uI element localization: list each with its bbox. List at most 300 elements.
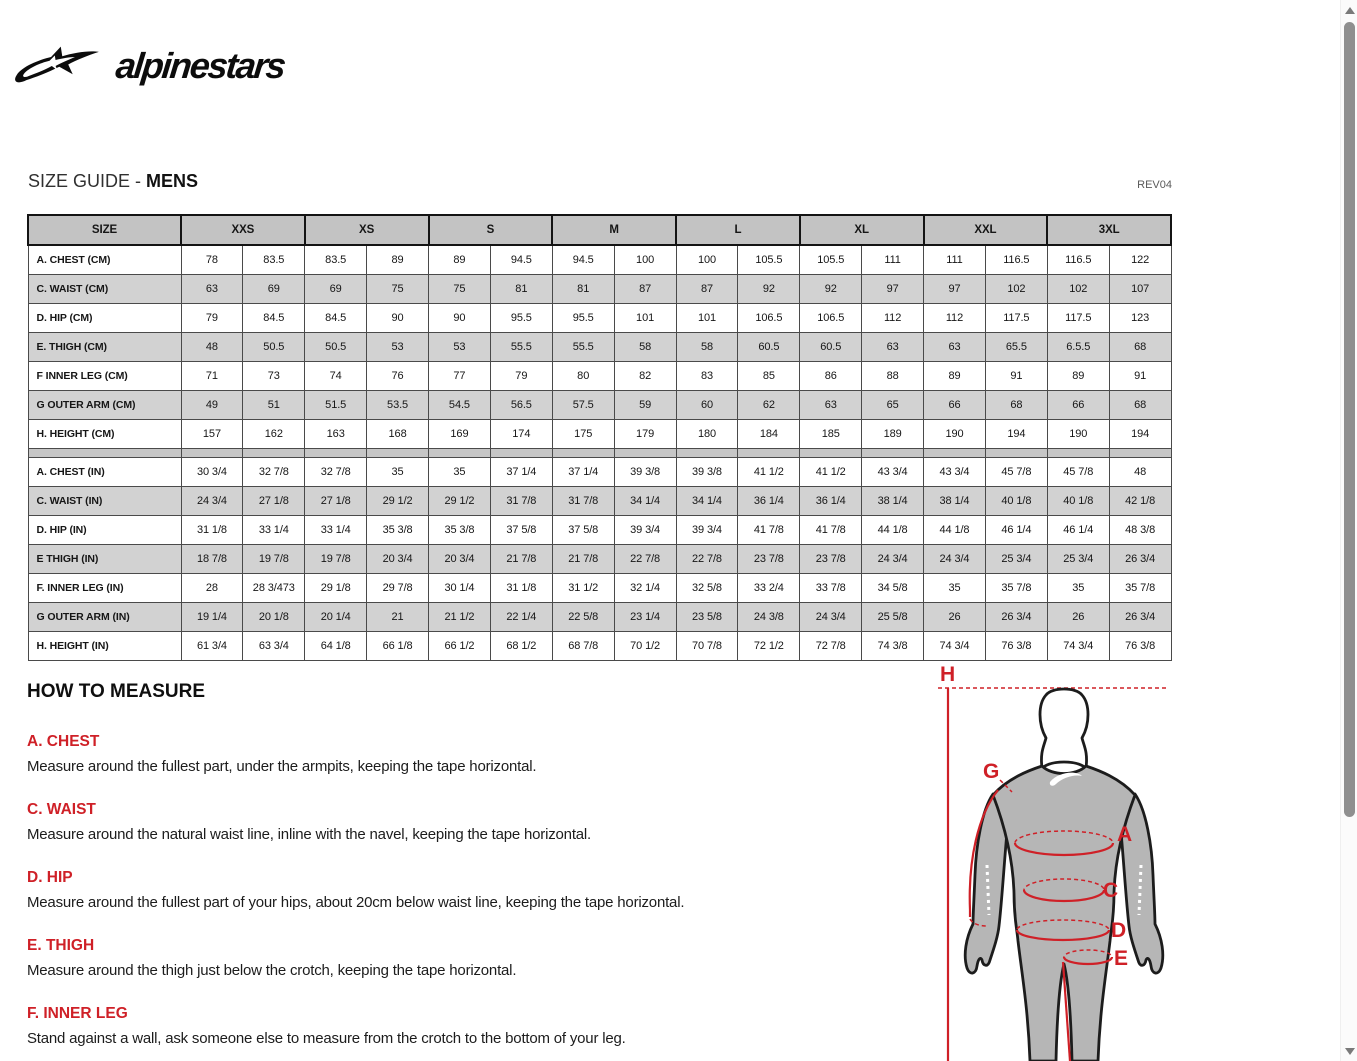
table-row [28,419,1171,448]
table-cell: 63 3/4 [243,631,305,660]
table-cell: 19 7/8 [243,544,305,573]
table-cell: 78 [181,245,243,274]
table-cell: 55.5 [552,332,614,361]
howto-text: Stand against a wall, ask someone else to measure from the crotch to the bottom of your leg. [27,1030,626,1047]
table-cell: 59 [614,390,676,419]
row-label: C. WAIST (IN) [28,486,181,515]
table-cell: 185 [800,419,862,448]
table-cell: 25 5/8 [862,602,924,631]
table-cell: 68 1/2 [490,631,552,660]
size-table-body [28,245,1171,660]
separator-cell [862,448,924,457]
table-cell: 35 [367,457,429,486]
table-cell: 21 7/8 [552,544,614,573]
table-cell: 42 1/8 [1109,486,1171,515]
separator-cell [985,448,1047,457]
table-cell: 190 [1047,419,1109,448]
row-label: F INNER LEG (CM) [28,361,181,390]
table-cell: 68 [1109,390,1171,419]
table-cell: 32 7/8 [305,457,367,486]
size-group-header: XL [800,215,924,245]
table-cell: 43 3/4 [862,457,924,486]
howto-item [27,733,927,778]
logo-wordmark: alpinestars [113,45,287,86]
table-cell: 74 3/8 [862,631,924,660]
howto-list [27,733,927,1050]
table-cell: 23 7/8 [800,544,862,573]
table-cell: 81 [490,274,552,303]
table-cell: 51.5 [305,390,367,419]
table-cell: 194 [1109,419,1171,448]
table-cell: 105.5 [800,245,862,274]
howto-heading: E. THIGH [27,937,95,954]
table-cell: 35 3/8 [429,515,491,544]
table-cell: 41 1/2 [738,457,800,486]
table-cell: 106.5 [800,303,862,332]
table-cell: 41 7/8 [800,515,862,544]
table-row [28,602,1171,631]
figure-head [1040,689,1088,768]
table-cell: 33 7/8 [800,573,862,602]
table-cell: 30 1/4 [429,573,491,602]
table-cell: 35 [924,573,986,602]
scrollbar-thumb[interactable] [1344,22,1355,817]
table-cell: 18 7/8 [181,544,243,573]
table-cell: 60 [676,390,738,419]
table-cell: 72 1/2 [738,631,800,660]
alpinestars-logo [10,34,287,98]
table-cell: 162 [243,419,305,448]
separator-cell [614,448,676,457]
table-row [28,486,1171,515]
table-cell: 72 7/8 [800,631,862,660]
row-label: G OUTER ARM (CM) [28,390,181,419]
table-cell: 49 [181,390,243,419]
table-cell: 85 [738,361,800,390]
table-cell: 20 1/8 [243,602,305,631]
table-cell: 74 3/4 [1047,631,1109,660]
table-cell: 89 [924,361,986,390]
table-cell: 22 1/4 [490,602,552,631]
table-cell: 20 1/4 [305,602,367,631]
table-cell: 56.5 [490,390,552,419]
table-cell: 31 7/8 [552,486,614,515]
table-cell: 106.5 [738,303,800,332]
table-cell: 116.5 [1047,245,1109,274]
table-cell: 27 1/8 [243,486,305,515]
table-cell: 60.5 [738,332,800,361]
scroll-down-arrow-icon[interactable] [1345,1048,1355,1055]
table-cell: 58 [614,332,676,361]
table-cell: 69 [243,274,305,303]
table-cell: 94.5 [552,245,614,274]
separator-cell [1047,448,1109,457]
size-group-header: 3XL [1047,215,1171,245]
table-cell: 31 1/8 [490,573,552,602]
table-cell: 28 3/473 [243,573,305,602]
table-cell: 84.5 [243,303,305,332]
separator-cell [181,448,243,457]
table-cell: 169 [429,419,491,448]
table-cell: 60.5 [800,332,862,361]
table-cell: 26 3/4 [985,602,1047,631]
table-cell: 58 [676,332,738,361]
table-cell: 37 5/8 [552,515,614,544]
table-cell: 20 3/4 [367,544,429,573]
table-cell: 184 [738,419,800,448]
table-row [28,631,1171,660]
table-cell: 48 3/8 [1109,515,1171,544]
table-cell: 31 1/2 [552,573,614,602]
table-cell: 50.5 [305,332,367,361]
table-cell: 23 5/8 [676,602,738,631]
separator-cell [738,448,800,457]
row-label: A. CHEST (IN) [28,457,181,486]
table-cell: 89 [429,245,491,274]
table-cell: 68 7/8 [552,631,614,660]
table-cell: 31 7/8 [490,486,552,515]
table-row [28,332,1171,361]
table-cell: 116.5 [985,245,1047,274]
table-cell: 38 1/4 [924,486,986,515]
row-label: H. HEIGHT (CM) [28,419,181,448]
table-row [28,573,1171,602]
table-cell: 35 [1047,573,1109,602]
howto-text: Measure around the fullest part of your hips, about 20cm below waist line, keeping the tape horizontal. [27,894,685,911]
page-title-emphasis: MENS [146,171,199,191]
row-label: C. WAIST (CM) [28,274,181,303]
table-cell: 83.5 [243,245,305,274]
table-cell: 117.5 [1047,303,1109,332]
table-cell: 45 7/8 [985,457,1047,486]
howto-item [27,1005,927,1050]
table-cell: 22 5/8 [552,602,614,631]
separator-cell [367,448,429,457]
diagram-label-chest: A [1117,823,1133,846]
table-cell: 21 1/2 [429,602,491,631]
table-cell: 46 1/4 [1047,515,1109,544]
table-cell: 63 [924,332,986,361]
table-cell: 174 [490,419,552,448]
row-label: H. HEIGHT (IN) [28,631,181,660]
table-row [28,274,1171,303]
table-cell: 19 7/8 [305,544,367,573]
table-cell: 26 [924,602,986,631]
table-cell: 39 3/4 [614,515,676,544]
table-cell: 28 [181,573,243,602]
table-row [28,303,1171,332]
table-cell: 29 1/8 [305,573,367,602]
table-cell: 71 [181,361,243,390]
table-cell: 45 7/8 [1047,457,1109,486]
table-cell: 39 3/4 [676,515,738,544]
diagram-label-outer-arm: G [983,760,1000,783]
table-cell: 41 1/2 [800,457,862,486]
table-cell: 27 1/8 [305,486,367,515]
table-cell: 83 [676,361,738,390]
table-cell: 194 [985,419,1047,448]
diagram-label-waist: C [1103,879,1119,902]
table-cell: 34 1/4 [614,486,676,515]
size-chart-table [27,214,1172,661]
row-label: D. HIP (IN) [28,515,181,544]
table-cell: 63 [800,390,862,419]
table-cell: 53 [367,332,429,361]
table-cell: 32 7/8 [243,457,305,486]
table-cell: 40 1/8 [1047,486,1109,515]
table-cell: 87 [614,274,676,303]
row-label: G OUTER ARM (IN) [28,602,181,631]
table-cell: 39 3/8 [614,457,676,486]
table-cell: 90 [367,303,429,332]
table-cell: 74 3/4 [924,631,986,660]
table-cell: 101 [676,303,738,332]
size-group-header: XXS [181,215,305,245]
table-cell: 84.5 [305,303,367,332]
table-cell: 30 3/4 [181,457,243,486]
table-cell: 89 [367,245,429,274]
table-cell: 63 [862,332,924,361]
table-cell: 20 3/4 [429,544,491,573]
table-row [28,390,1171,419]
diagram-label-thigh: E [1114,947,1129,970]
table-cell: 66 1/2 [429,631,491,660]
table-cell: 29 1/2 [367,486,429,515]
table-cell: 61 3/4 [181,631,243,660]
table-cell: 32 5/8 [676,573,738,602]
separator-row [28,448,1171,457]
table-cell: 36 1/4 [738,486,800,515]
table-cell: 111 [862,245,924,274]
size-group-header: S [429,215,553,245]
table-cell: 22 7/8 [676,544,738,573]
table-cell: 80 [552,361,614,390]
table-cell: 79 [181,303,243,332]
table-cell: 25 3/4 [1047,544,1109,573]
table-cell: 69 [305,274,367,303]
table-cell: 40 1/8 [985,486,1047,515]
table-cell: 66 [1047,390,1109,419]
table-cell: 95.5 [552,303,614,332]
diagram-label-height: H [940,663,956,686]
separator-cell [552,448,614,457]
scroll-up-arrow-icon[interactable] [1345,7,1355,14]
page-title-prefix: SIZE GUIDE - [28,171,142,191]
separator-cell [676,448,738,457]
separator-cell [429,448,491,457]
table-cell: 35 7/8 [985,573,1047,602]
table-cell: 76 3/8 [985,631,1047,660]
table-cell: 32 1/4 [614,573,676,602]
table-cell: 34 1/4 [676,486,738,515]
table-cell: 90 [429,303,491,332]
table-cell: 83.5 [305,245,367,274]
table-cell: 24 3/4 [800,602,862,631]
row-label: A. CHEST (CM) [28,245,181,274]
table-cell: 175 [552,419,614,448]
table-cell: 24 3/4 [924,544,986,573]
table-cell: 65.5 [985,332,1047,361]
table-cell: 102 [1047,274,1109,303]
table-cell: 91 [985,361,1047,390]
table-cell: 38 1/4 [862,486,924,515]
table-cell: 179 [614,419,676,448]
table-cell: 86 [800,361,862,390]
table-cell: 41 7/8 [738,515,800,544]
table-cell: 101 [614,303,676,332]
table-cell: 48 [1109,457,1171,486]
table-cell: 37 1/4 [552,457,614,486]
table-cell: 64 1/8 [305,631,367,660]
row-label: E. THIGH (CM) [28,332,181,361]
table-cell: 26 [1047,602,1109,631]
table-row [28,544,1171,573]
table-cell: 92 [800,274,862,303]
how-to-measure-title: HOW TO MEASURE [27,681,206,702]
table-cell: 79 [490,361,552,390]
table-cell: 100 [614,245,676,274]
table-cell: 102 [985,274,1047,303]
table-cell: 22 7/8 [614,544,676,573]
table-cell: 44 1/8 [862,515,924,544]
table-cell: 105.5 [738,245,800,274]
separator-cell [243,448,305,457]
table-cell: 112 [924,303,986,332]
row-label: F. INNER LEG (IN) [28,573,181,602]
table-cell: 70 1/2 [614,631,676,660]
table-cell: 112 [862,303,924,332]
table-cell: 157 [181,419,243,448]
separator-cell [1109,448,1171,457]
separator-cell [490,448,552,457]
table-cell: 53.5 [367,390,429,419]
table-cell: 189 [862,419,924,448]
table-cell: 190 [924,419,986,448]
alpinestars-star-icon [10,34,122,98]
table-cell: 31 1/8 [181,515,243,544]
table-row [28,361,1171,390]
separator-cell [28,448,181,457]
table-cell: 37 5/8 [490,515,552,544]
table-cell: 66 [924,390,986,419]
figure-torso-legs [993,766,1135,1061]
table-cell: 117.5 [985,303,1047,332]
table-cell: 46 1/4 [985,515,1047,544]
table-cell: 23 1/4 [614,602,676,631]
row-label: E THIGH (IN) [28,544,181,573]
table-cell: 63 [181,274,243,303]
table-cell: 29 1/2 [429,486,491,515]
table-cell: 97 [862,274,924,303]
separator-cell [305,448,367,457]
table-cell: 33 1/4 [305,515,367,544]
table-cell: 100 [676,245,738,274]
table-cell: 43 3/4 [924,457,986,486]
table-cell: 21 7/8 [490,544,552,573]
table-cell: 68 [985,390,1047,419]
table-cell: 75 [367,274,429,303]
table-cell: 88 [862,361,924,390]
table-cell: 33 2/4 [738,573,800,602]
table-cell: 95.5 [490,303,552,332]
size-group-header: XXL [924,215,1048,245]
size-table-wrap [27,214,1172,661]
row-label: D. HIP (CM) [28,303,181,332]
page-title [28,171,198,192]
table-cell: 163 [305,419,367,448]
table-cell: 57.5 [552,390,614,419]
table-row [28,245,1171,274]
table-cell: 66 1/8 [367,631,429,660]
table-cell: 51 [243,390,305,419]
table-cell: 94.5 [490,245,552,274]
size-table-header-row [28,215,1171,245]
table-cell: 77 [429,361,491,390]
table-cell: 123 [1109,303,1171,332]
howto-heading: D. HIP [27,869,73,886]
table-cell: 89 [1047,361,1109,390]
howto-heading: F. INNER LEG [27,1005,128,1022]
table-cell: 24 3/4 [862,544,924,573]
table-cell: 25 3/4 [985,544,1047,573]
table-cell: 76 3/8 [1109,631,1171,660]
table-cell: 35 [429,457,491,486]
table-cell: 87 [676,274,738,303]
revision-label: REV04 [1137,179,1172,191]
how-to-measure-section [27,681,927,1061]
table-cell: 23 7/8 [738,544,800,573]
table-cell: 97 [924,274,986,303]
howto-item [27,801,927,846]
table-cell: 36 1/4 [800,486,862,515]
table-cell: 91 [1109,361,1171,390]
table-cell: 50.5 [243,332,305,361]
table-cell: 75 [429,274,491,303]
table-cell: 24 3/8 [738,602,800,631]
table-row [28,457,1171,486]
table-cell: 53 [429,332,491,361]
table-cell: 39 3/8 [676,457,738,486]
diagram-label-hip: D [1111,919,1127,942]
table-cell: 180 [676,419,738,448]
table-cell: 122 [1109,245,1171,274]
table-cell: 70 7/8 [676,631,738,660]
size-group-header: M [552,215,676,245]
measurement-figure [930,660,1170,1061]
separator-cell [800,448,862,457]
table-cell: 92 [738,274,800,303]
table-cell: 76 [367,361,429,390]
table-cell: 107 [1109,274,1171,303]
table-cell: 37 1/4 [490,457,552,486]
table-cell: 168 [367,419,429,448]
howto-item [27,937,927,982]
table-cell: 74 [305,361,367,390]
vertical-scrollbar[interactable] [1340,0,1357,1061]
table-cell: 35 3/8 [367,515,429,544]
howto-item [27,869,927,914]
size-column-header: SIZE [28,215,181,245]
separator-cell [924,448,986,457]
howto-text: Measure around the thigh just below the crotch, keeping the tape horizontal. [27,962,517,979]
table-cell: 19 1/4 [181,602,243,631]
table-cell: 82 [614,361,676,390]
table-cell: 35 7/8 [1109,573,1171,602]
size-group-header: L [676,215,800,245]
table-cell: 73 [243,361,305,390]
howto-heading: C. WAIST [27,801,96,818]
table-cell: 54.5 [429,390,491,419]
